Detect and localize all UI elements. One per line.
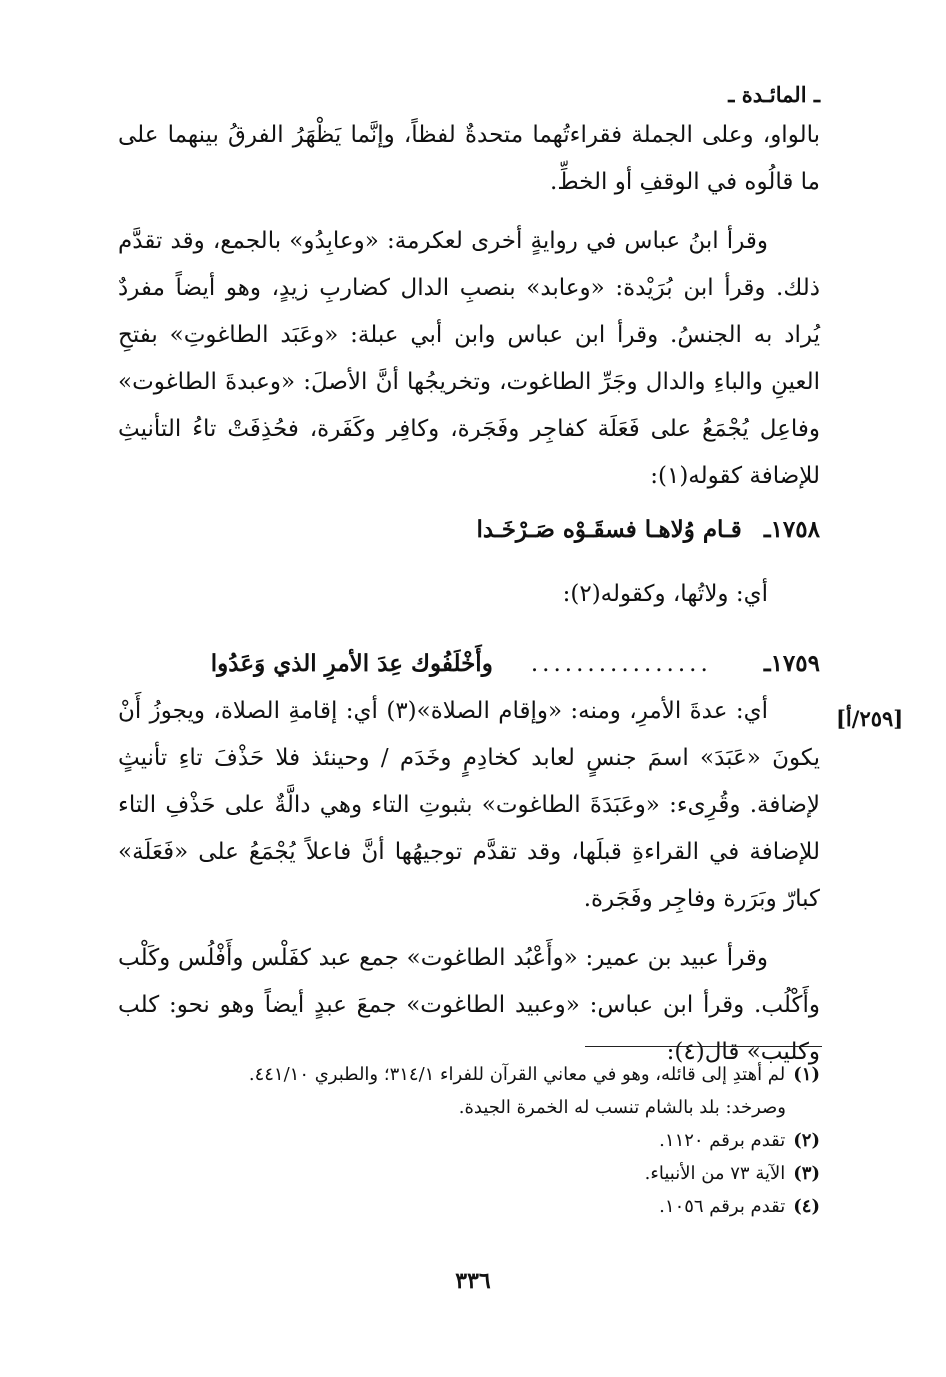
verse-1759: [118, 640, 820, 688]
footnote-text: تقدم برقم ١١٢٠.: [659, 1130, 786, 1151]
footnote-text: لم أهتدِ إلى قائله، وهو في معاني القرآن للفراء ٣١٤/١؛ والطبري ٤٤١/١٠.: [248, 1064, 786, 1085]
verse-number: ١٧٥٨ـ: [763, 516, 820, 543]
footnote-text: تقدم برقم ١٠٥٦.: [659, 1196, 786, 1217]
footnote-1: [118, 1058, 820, 1091]
footnote-number: (٣): [793, 1163, 820, 1184]
verse-text: قـام وُلاهـا فسقَـوْه صَـرْخَـدا: [476, 516, 742, 543]
verse-gloss-line: أي: ولاتُها، وكقوله(٢):: [562, 581, 768, 607]
footnote-3: [118, 1157, 820, 1190]
footnote-4: [118, 1190, 820, 1223]
verse-ellipsis: ................: [530, 651, 712, 677]
footnote-1-continuation: وصرخد: بلد بالشام تنسب له الخمرة الجيدة.: [458, 1097, 786, 1118]
main-text: [118, 112, 820, 1076]
footnote-number: (١): [793, 1064, 820, 1085]
page-number: ٣٣٦: [455, 1268, 491, 1294]
running-header: ـ المائـدة ـ: [728, 82, 820, 107]
paragraph-4: وقرأ عبيد بن عمير: «وأَعْبُد الطاغوت» جمع عبد كفَلْس وأَفْلُس وكَلْب وأَكْلُب. وقرأ ابن عباس: «وعبيد الطاغوت» جمعَ عبدٍ أيضاً وهو نحو: كلب وكليب» قال(٤):: [118, 945, 820, 1065]
verse-number: ١٧٥٩ـ: [763, 650, 820, 677]
manuscript-folio-ref: [٢٥٩/أ]: [836, 706, 904, 731]
footnote-divider: [585, 1046, 822, 1047]
paragraph-2: وقرأ ابنُ عباس في روايةٍ أخرى لعكرمة: «وعابِدُو» بالجمع، وقد تقدَّم ذلك. وقرأ ابن بُرَيْدة: «وعابد» بنصبِ الدال كضاربِ زيدٍ، وهو أيضاً مفردٌ يُراد به الجنسُ. وقرأ ابن عباس وابن أبي عبلة: «وعَبَد الطاغوتِ» بفتحِ العينِ والباءِ والدال وجَرِّ الطاغوت، وتخريجُها أنَّ الأصلَ: «وعبدةَ الطاغوت» وفاعِل يُجْمَعُ على فَعَلَة كفاجِر وفَجَرة، وكافِر وكَفَرة، فحُذِفَتْ تاءُ التأنيثِ للإضافة كقوله(١):: [118, 228, 820, 489]
footnote-2: [118, 1124, 820, 1157]
paragraph-1: بالواو، وعلى الجملة فقراءتُهما متحدةٌ لفظاً، وإنَّما يَظْهَرُ الفرقُ بينهما على ما قالُوه في الوقفِ أو الخطِّ.: [118, 122, 820, 195]
verse-text: وأَخْلَفُوك عِدَ الأمرِ الذي وَعَدُوا: [210, 650, 493, 677]
footnote-number: (٢): [793, 1130, 820, 1151]
footnote-number: (٤): [793, 1196, 820, 1217]
footnote-text: الآية ٧٣ من الأنبياء.: [644, 1163, 786, 1184]
paragraph-3: أي: عدةَ الأمرِ، ومنه: «وإقام الصلاة»(٣) أي: إقامةِ الصلاة، ويجوزُ أَنْ يكونَ «عَبَدَ» اسمَ جنسٍ لعابد كخادِمٍ وخَدَم / وحينئذ فلا حَذْفَ تاءِ تأنيثٍ لإضافة. وقُرِىء: «وعَبَدَةَ الطاغوت» بثبوتِ التاء وهي دالَّةٌ على حَذْفِ التاء للإضافة في القراءةِ قبلَها، وقد تقدَّم توجيهُها أنَّ فاعلاً يُجْمَعُ على «فَعَلَة» كبارّ وبَرَرة وفاجِر وفَجَرة.: [118, 698, 820, 912]
verse-1758: [118, 506, 820, 553]
footnotes: [118, 1058, 820, 1223]
